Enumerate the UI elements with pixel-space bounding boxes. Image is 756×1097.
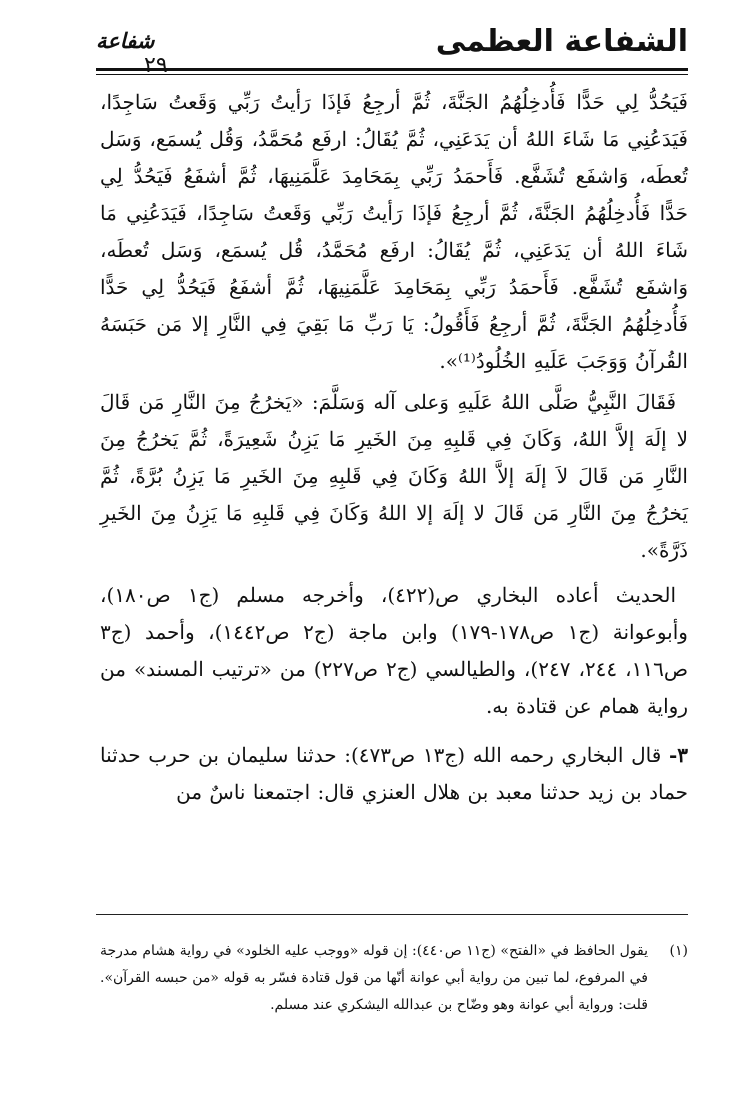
- paragraph-takhrij: الحديث أعاده البخاري ص(٤٢٢)، وأخرجه مسلم (ج١ ص١٨٠)، وأبوعوانة (ج١ ص١٧٨-١٧٩) وابن ماجة (ج٢ ص١٤٤٢)، وأحمد (ج٣ ص١١٦، ٢٤٤، ٢٤٧)، والطيالسي (ج٢ ص٢٢٧) من «ترتيب المسند» من رواية همام عن قتادة به.: [100, 583, 689, 718]
- header-rule: [96, 68, 688, 71]
- paragraph-prophet-saying: فَقَالَ النَّبِيُّ صَلَّى اللهُ عَلَيهِ وَعلى آله وَسَلَّمَ: «يَخرُجُ مِنَ النَّارِ مَن قَالَ لا إلَهَ إلاَّ اللهُ، وَكَانَ فِي قَلبِهِ مِنَ الخَيرِ مَا يَزِنُ شَعِيرَةً، ثُمَّ يَخرُجُ مِنَ النَّارِ مَن قَالَ لاَ إلَهَ إلاَّ اللهُ وَكَانَ فِي قَلبِهِ مِنَ الخَيرِ مَا يَزِنُ بُرَّةً، ثُمَّ يَخرُجُ مِنَ النَّارِ مَن قَالَ لا إلَهَ إلا اللهُ وَكَانَ فِي قَلبِهِ مَا يَزِنُ مِنَ الخَيرِ ذَرَّةً».: [100, 390, 688, 562]
- footnote-rule: [96, 914, 688, 915]
- footnotes: [100, 938, 688, 1019]
- footnote-item: [100, 938, 688, 1019]
- paragraph-item-3: [100, 737, 688, 811]
- item-3-text: قال البخاري رحمه الله (ج١٣ ص٤٧٣): حدثنا سليمان بن حرب حدثنا حماد بن زيد حدثنا معبد بن هلال العنزي قال: اجتمعنا ناسٌ من: [100, 743, 688, 804]
- header-logo: شفاعة: [96, 29, 155, 53]
- paragraph-hadith-continuation: فَيَحُدُّ لِي حَدًّا فَأُدخِلُهُمُ الجَنَّةَ، ثُمَّ أرجِعُ فَإذَا رَأيتُ رَبِّي وَقَعتُ سَاجِدًا، فَيَدَعُنِي مَا شَاءَ اللهُ أن يَدَعَنِي، ثُمَّ يُقَالُ: ارفَع مُحَمَّدُ، وَقُل يُسمَع، وَسَل تُعطَه، وَاشفَع تُشَفَّع. فَأَحمَدُ رَبِّي بِمَحَامِدَ عَلَّمَنِيهَا، ثُمَّ أشفَعُ فَيَحُدُّ لِي حَدًّا فَأُدخِلُهُمُ الجَنَّةَ، ثُمَّ أرجِعُ فَإذَا رَأيتُ رَبِّي وَقَعتُ سَاجِدًا، فَيَدَعُنِي مَا شَاءَ اللهُ أن يَدَعَنِي، ثُمَّ يُقَالُ: ارفَع مُحَمَّدُ، قُل يُسمَع، وَسَل تُعطَه، وَاشفَع تُشَفَّع. فَأَحمَدُ رَبِّي بِمَحَامِدَ عَلَّمَنِيهَا، ثُمَّ أشفَعُ فَيَحُدُّ لِي حَدًّا فَأُدخِلُهُمُ الجَنَّةَ، ثُمَّ أرجِعُ فَأَقُولُ: يَا رَبِّ مَا بَقِيَ فِي النَّارِ إلا مَن حَبَسَهُ القُرآنُ وَوَجَبَ عَلَيهِ الخُلُودُ⁽¹⁾».: [100, 90, 688, 373]
- running-title: الشفاعة العظمى: [435, 24, 688, 59]
- page-header: [96, 20, 688, 78]
- footnote-text: يقول الحافظ في «الفتح» (ج١١ ص٤٤٠): إن قوله «ووجب عليه الخلود» في رواية هشام مدرجة في المرفوع، لما تبين من رواية أبي عوانة أنّها من قول قتادة فسّر به قوله «من حبسه القرآن». قلت: ورواية أبي عوانة وهو وضّاح بن عبدالله اليشكري عند مسلم.: [100, 943, 648, 1013]
- footnote-marker: (١): [669, 943, 688, 959]
- page-number: ٢٩: [144, 53, 168, 78]
- item-number: ٣-: [668, 743, 688, 767]
- main-text: [100, 84, 688, 811]
